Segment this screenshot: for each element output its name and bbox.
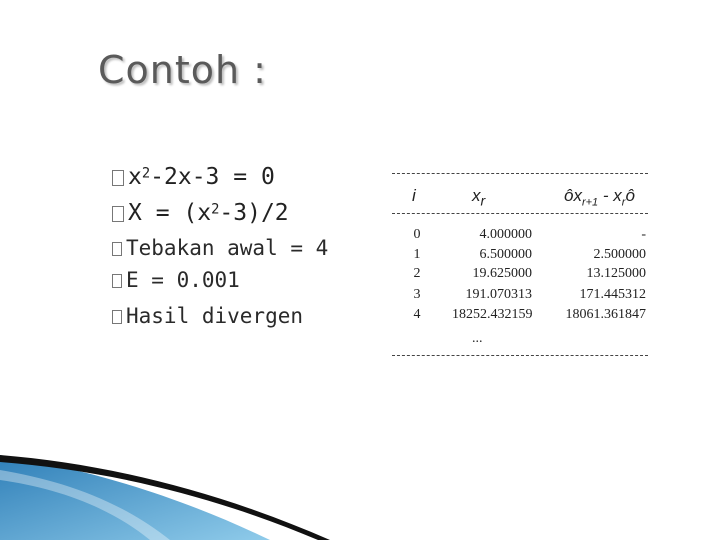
header-xr-text: x [472, 186, 481, 205]
header-xr-subscript: r [480, 193, 486, 210]
cell-i: 4 [413, 307, 421, 322]
header-error-subscript: r+1 [581, 196, 599, 209]
equation-text: x [128, 164, 142, 190]
cell-error: 13.125000 [586, 266, 646, 281]
cell-i: 1 [413, 247, 421, 262]
table-ellipsis: ... [472, 331, 483, 346]
cell-xr: 19.625000 [472, 266, 532, 281]
header-error-text: ôx [564, 186, 582, 205]
cell-xr: 4.000000 [479, 227, 532, 242]
cell-error: 2.500000 [593, 247, 646, 262]
tolerance-text: E = 0.001 [126, 268, 240, 292]
initial-guess-text: Tebakan awal = 4 [126, 236, 329, 260]
equation-text: -2x-3 = 0 [150, 164, 275, 190]
equation-exponent: 2 [141, 165, 151, 182]
cell-error: 171.445312 [579, 287, 646, 302]
slide-title: Contoh : [98, 48, 267, 92]
cell-i: 3 [413, 287, 421, 302]
cell-error: 18061.361847 [565, 307, 646, 322]
cell-xr: 6.500000 [479, 247, 532, 262]
iteration-exponent: 2 [211, 201, 220, 218]
header-error-text: ô [625, 186, 635, 205]
iteration-text: -3)/2 [219, 200, 289, 226]
iteration-text: X = (x [128, 200, 212, 226]
header-i: i [412, 186, 416, 205]
cell-i: 2 [413, 266, 421, 281]
header-error-subscript: r [621, 196, 626, 209]
header-error-text: - x [598, 186, 622, 205]
cell-xr: 18252.432159 [452, 307, 533, 322]
cell-error: - [641, 227, 646, 242]
result-text: Hasil divergen [126, 304, 304, 328]
cell-i: 0 [413, 227, 421, 242]
cell-xr: 191.070313 [465, 287, 532, 302]
